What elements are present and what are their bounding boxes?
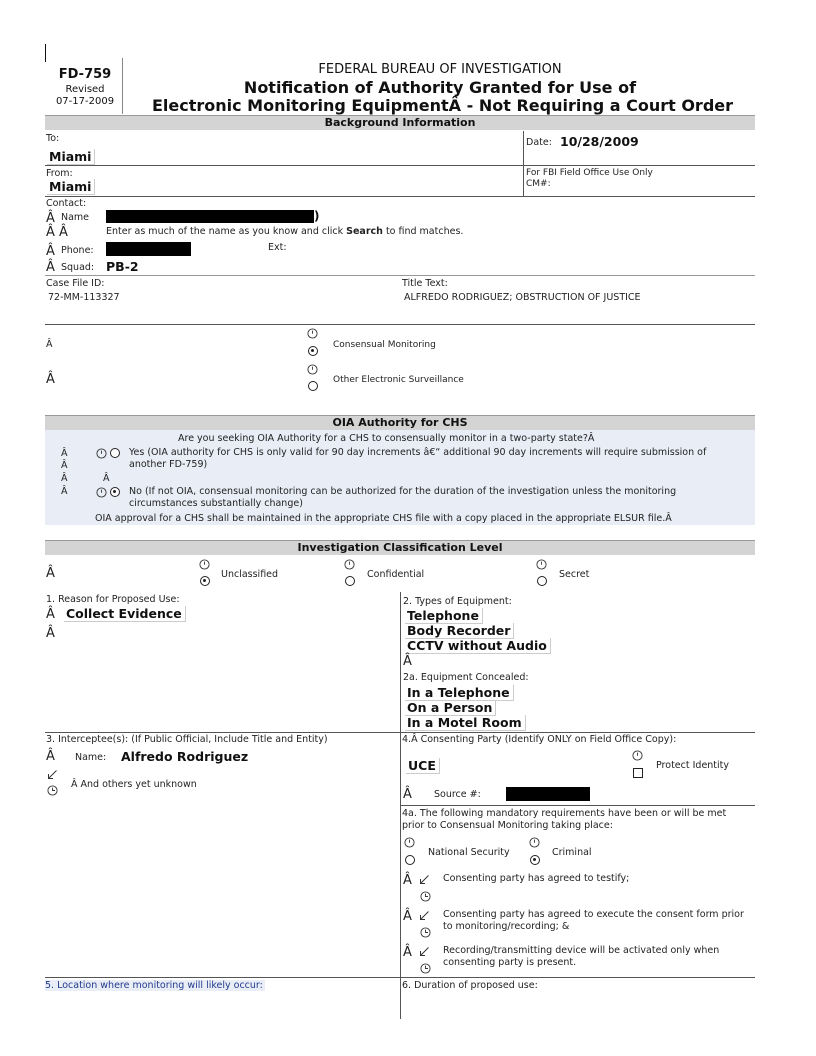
form-revised-date: 07-17-2009: [55, 96, 115, 107]
stray-char: Â: [46, 607, 55, 622]
oia-panel: [45, 430, 755, 525]
clock-icon: [420, 963, 431, 974]
oia-yes-label-cont: another FD-759): [129, 459, 208, 470]
header-divider: [122, 58, 123, 114]
classification-section-header: Investigation Classification Level: [45, 540, 755, 555]
interceptees-others: Â And others yet unknown: [71, 779, 197, 790]
unclassified-radio[interactable]: [200, 576, 210, 586]
contact-label: Contact:: [46, 198, 87, 209]
agency-name: FEDERAL BUREAU OF INVESTIGATION: [318, 62, 562, 77]
name-suffix: ): [314, 209, 320, 223]
requirement-consent-form-cont: to monitoring/recording; &: [443, 921, 570, 932]
requirement-testify: Consenting party has agreed to testify;: [443, 873, 630, 884]
to-date-divider: [523, 131, 524, 197]
form-title-line2: Electronic Monitoring EquipmentÂ - Not Requiring a Court Order: [151, 96, 734, 115]
oia-no-label: No (If not OIA, consensual monitoring can be authorized for the duration of the investigation unless the monitoring: [129, 486, 677, 497]
rule-case: [45, 324, 755, 325]
cursor-mark: [45, 44, 46, 62]
stray-char: Â: [46, 339, 53, 350]
stray-char: Â: [46, 372, 55, 387]
equipment-concealed-item[interactable]: In a Motel Room: [405, 715, 526, 731]
pencil-icon[interactable]: [419, 873, 431, 885]
form-id: FD-759: [58, 67, 112, 82]
consenting-party-label: 4.Â Consenting Party (Identify ONLY on Field Office Copy):: [402, 734, 677, 745]
clock-icon: [420, 891, 431, 902]
secret-radio[interactable]: [537, 576, 547, 586]
phone-label: Phone:: [61, 245, 94, 256]
pencil-icon[interactable]: [47, 768, 59, 780]
interceptees-label: 3. Interceptee(s): (If Public Official, Include Title and Entity): [46, 734, 328, 745]
requirement-device-activation-cont: consenting party is present.: [443, 957, 577, 968]
protect-identity-checkbox[interactable]: [633, 768, 643, 778]
criminal-label: Criminal: [552, 847, 592, 858]
secret-label: Secret: [559, 569, 590, 580]
to-field[interactable]: Miami: [47, 149, 95, 165]
equipment-concealed-label: 2a. Equipment Concealed:: [403, 672, 529, 683]
consensual-monitoring-label: Consensual Monitoring: [333, 340, 436, 350]
clock-icon: [47, 785, 58, 796]
clock-icon: [529, 837, 540, 848]
oia-section-header: OIA Authority for CHS: [45, 415, 755, 430]
equipment-type-item[interactable]: Body Recorder: [405, 623, 514, 639]
clock-icon: [344, 559, 355, 570]
rule-to: [45, 165, 755, 166]
requirements-label-cont: prior to Consensual Monitoring taking place:: [402, 820, 613, 831]
equipment-concealed-item[interactable]: In a Telephone: [405, 685, 514, 701]
to-label: To:: [46, 133, 60, 144]
stray-char: Â: [403, 909, 412, 924]
equipment-types-label: 2. Types of Equipment:: [403, 596, 512, 607]
interceptee-name-field[interactable]: Alfredo Rodriguez: [121, 749, 249, 764]
equipment-type-item[interactable]: CCTV without Audio: [405, 638, 551, 654]
ext-label: Ext:: [268, 242, 287, 253]
oia-no-label-cont: circumstances substantially change): [129, 498, 303, 509]
oia-yes-radio[interactable]: [110, 448, 120, 458]
reason-field[interactable]: Collect Evidence: [64, 606, 186, 622]
clock-icon: [420, 927, 431, 938]
requirement-device-activation: Recording/transmitting device will be activated only when: [443, 945, 720, 956]
from-field[interactable]: Miami: [47, 179, 95, 195]
field-office-label: For FBI Field Office Use Only: [526, 168, 653, 178]
stray-char: Â: [61, 486, 68, 497]
clock-icon: [96, 448, 107, 459]
protect-identity-label: Protect Identity: [656, 760, 730, 771]
oia-yes-label: Yes (OIA authority for CHS is only valid for 90 day increments â€“ additional 90 day increments will require submission of: [129, 447, 707, 458]
other-surveillance-label: Other Electronic Surveillance: [333, 375, 464, 385]
oia-no-radio[interactable]: [110, 487, 120, 497]
equipment-type-item[interactable]: Telephone: [405, 608, 483, 624]
pencil-icon[interactable]: [419, 909, 431, 921]
reason-label: 1. Reason for Proposed Use:: [46, 594, 180, 605]
case-file-label: Case File ID:: [46, 278, 105, 289]
contact-name-redacted[interactable]: [106, 210, 314, 223]
stray-chars: Â Â: [46, 225, 68, 240]
title-text-value[interactable]: ALFREDO RODRIGUEZ; OBSTRUCTION OF JUSTICE: [404, 292, 641, 303]
requirement-consent-form: Consenting party has agreed to execute the consent form prior: [443, 909, 744, 920]
source-number-label: Source #:: [434, 789, 481, 800]
confidential-radio[interactable]: [345, 576, 355, 586]
source-number-redacted[interactable]: [506, 787, 590, 801]
clock-icon: [536, 559, 547, 570]
stray-char: Â: [46, 626, 55, 641]
clock-icon: [307, 328, 318, 339]
contact-name-label: Name: [61, 212, 90, 223]
stray-char: Â: [46, 566, 55, 581]
phone-redacted[interactable]: [106, 242, 191, 256]
national-security-radio[interactable]: [405, 855, 415, 865]
unclassified-label: Unclassified: [221, 569, 279, 580]
stray-char: Â: [46, 260, 55, 275]
oia-footer-note: OIA approval for a CHS shall be maintained in the appropriate CHS file with a copy placed in the appropriate ELSUR file.Â: [95, 513, 672, 524]
from-label: From:: [46, 168, 73, 179]
rule-section-2: [45, 732, 755, 733]
stray-char: Â: [403, 654, 412, 669]
stray-char: Â: [403, 945, 412, 960]
case-file-value[interactable]: 72-MM-113327: [48, 292, 120, 303]
location-label: 5. Location where monitoring will likely occur:: [45, 980, 263, 991]
cm-label: CM#:: [526, 179, 551, 189]
clock-icon: [96, 487, 107, 498]
clock-icon: [199, 559, 210, 570]
rule-contact: [45, 275, 755, 276]
equipment-concealed-item[interactable]: On a Person: [405, 700, 496, 716]
pencil-icon[interactable]: [419, 945, 431, 957]
other-surveillance-radio[interactable]: [308, 381, 318, 391]
rule-section-4: [45, 977, 755, 978]
requirements-label: 4a. The following mandatory requirements have been or will be met: [402, 808, 727, 819]
clock-icon: [404, 837, 415, 848]
stray-char: Â: [403, 787, 412, 802]
squad-label: Squad:: [61, 262, 95, 273]
interceptee-name-label: Name:: [75, 752, 107, 763]
rule-from: [45, 196, 755, 197]
rule-source: [400, 805, 755, 806]
clock-icon: [307, 364, 318, 375]
stray-char: Â: [61, 473, 68, 484]
stray-char: Â: [46, 211, 55, 226]
name-search-hint: Enter as much of the name as you know and click Search to find matches.: [106, 226, 464, 237]
consenting-party-field[interactable]: UCE: [406, 758, 440, 774]
date-field[interactable]: 10/28/2009: [560, 134, 639, 149]
form-revised: Revised: [65, 84, 105, 95]
title-text-label: Title Text:: [402, 278, 448, 289]
stray-char: Â: [103, 473, 110, 484]
form-title-line1: Notification of Authority Granted for Use of: [243, 78, 637, 97]
clock-icon: [632, 750, 643, 761]
criminal-radio[interactable]: [530, 855, 540, 865]
stray-char: Â: [61, 460, 68, 471]
date-label: Date:: [526, 137, 552, 148]
oia-question: Are you seeking OIA Authority for a CHS to consensually monitor in a two-party state?Â: [178, 433, 595, 444]
duration-label: 6. Duration of proposed use:: [402, 980, 538, 991]
stray-char: Â: [61, 448, 68, 459]
stray-char: Â: [46, 244, 55, 259]
background-section-header: Background Information: [45, 115, 755, 130]
squad-field[interactable]: PB-2: [106, 259, 139, 274]
national-security-label: National Security: [428, 847, 510, 858]
confidential-label: Confidential: [367, 569, 425, 580]
consensual-monitoring-radio[interactable]: [308, 346, 318, 356]
stray-char: Â: [403, 873, 412, 888]
stray-char: Â: [46, 749, 55, 764]
